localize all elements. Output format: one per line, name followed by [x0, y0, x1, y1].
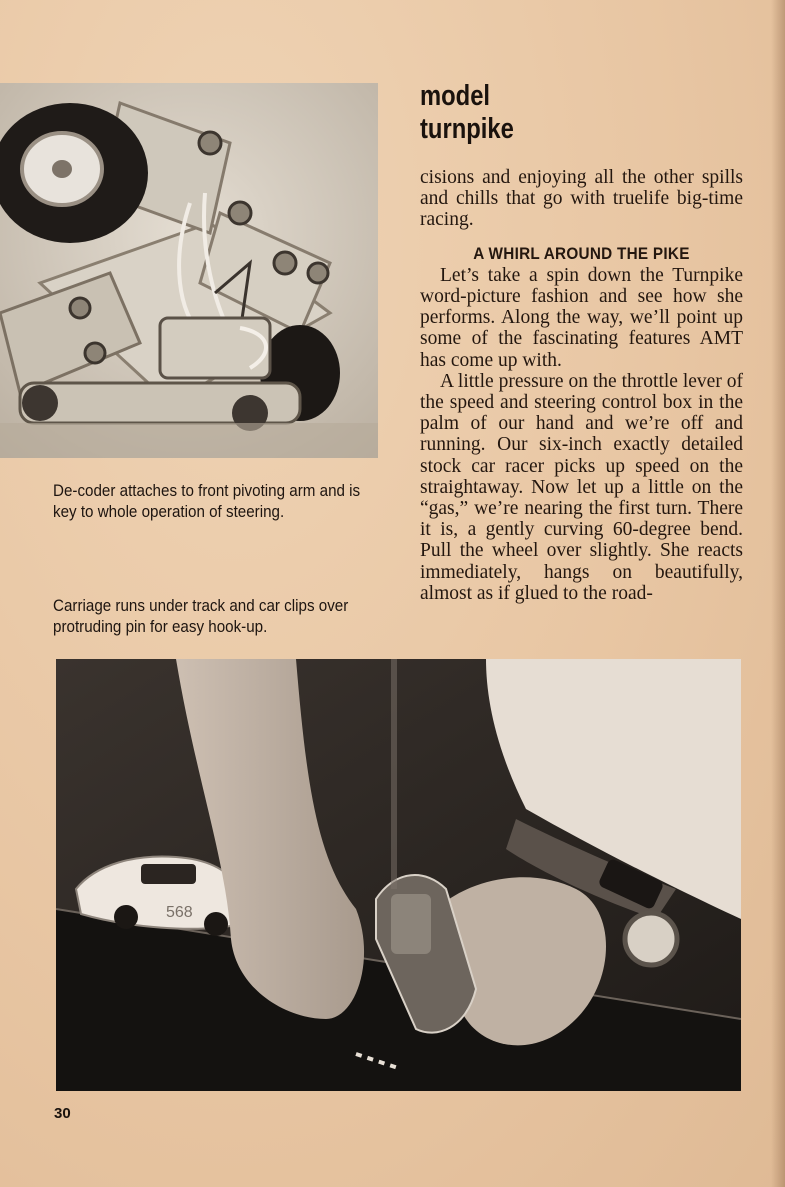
decoder-photo: [0, 83, 378, 458]
paragraph-3: A little pressure on the throttle lever of the speed and steering control box in the palm of our hand and we’re off and running. Our six-inch exactly detailed stock car racer picks up speed on the straightaway. Now let up a little on the “gas,” we’re nearing the first turn. There it is, a gently curving 60-degree bend. Pull the wheel over slightly. She reacts immediately, hangs on beautifully, almost as if glued to the road-: [420, 370, 743, 604]
article-column: [420, 167, 743, 604]
paragraph-2: Let’s take a spin down the Turnpike word-picture fashion and see how she performs. Along the way, we’ll point up some of the fascinating features AMT has come up with.: [420, 264, 743, 371]
car-number-label: 568: [166, 904, 193, 921]
carriage-photo-illustration: [56, 659, 741, 1091]
article-title: [420, 80, 514, 146]
title-line-1: model: [420, 80, 491, 112]
paragraph-1: cisions and enjoying all the other spills and chills that go with truelife big-time racing.: [420, 167, 743, 231]
carriage-photo: [56, 659, 741, 1091]
page-number: 30: [54, 1105, 71, 1122]
decoder-photo-illustration: [0, 83, 378, 458]
page-edge-shadow: [771, 0, 785, 1187]
section-subhead: A WHIRL AROUND THE PIKE: [473, 243, 690, 263]
carriage-caption: Carriage runs under track and car clips over protruding pin for easy hook-up.: [53, 597, 349, 636]
decoder-caption: De-coder attaches to front pivoting arm and is key to whole operation of steering.: [53, 482, 361, 521]
title-line-2: turnpike: [420, 113, 514, 145]
